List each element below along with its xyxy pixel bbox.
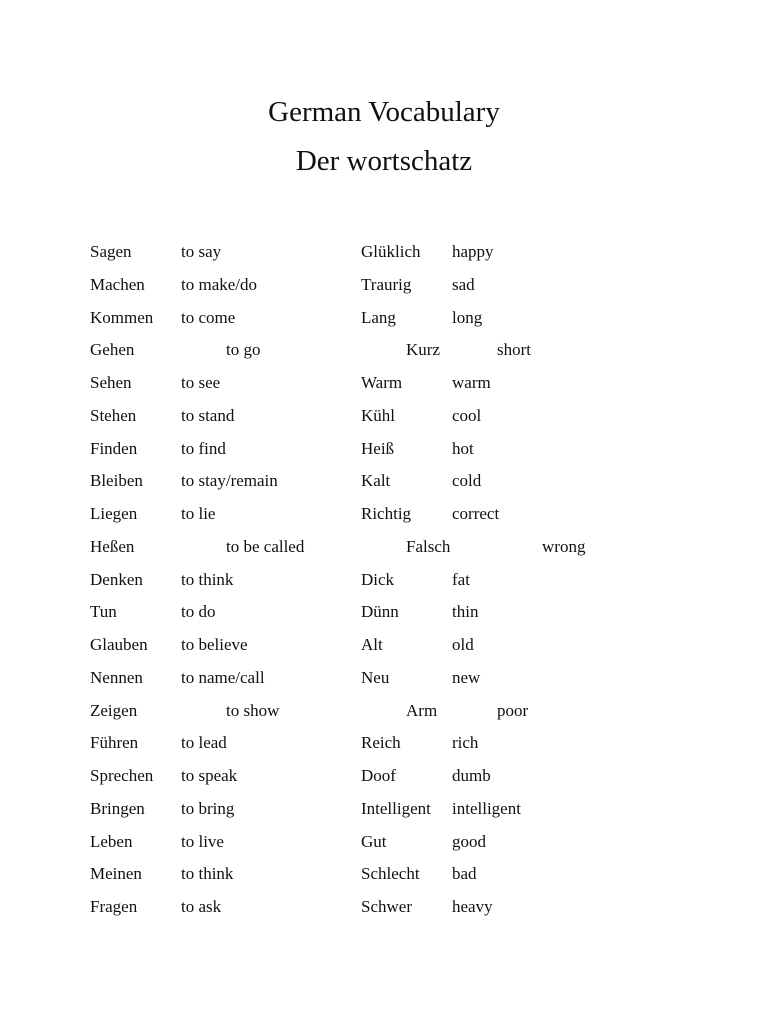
adjective-german: Schwer [361, 897, 412, 916]
adjective-german: Schlecht [361, 864, 420, 883]
adjective-english: good [452, 832, 486, 851]
verb-english: to lead [181, 733, 227, 752]
adjective-english: sad [452, 275, 475, 294]
adjective-german: Alt [361, 635, 383, 654]
verb-german: Machen [90, 275, 145, 294]
adjective-german: Dick [361, 570, 395, 589]
verb-german: Nennen [90, 668, 143, 687]
adjective-german: Kühl [361, 406, 395, 425]
adjective-german: Kurz [406, 340, 440, 359]
verb-english: to lie [181, 504, 216, 523]
verb-english: to make/do [181, 275, 258, 294]
verb-german: Fragen [90, 897, 138, 916]
verb-english: to live [181, 832, 224, 851]
verb-german: Sprechen [90, 766, 154, 785]
adjective-german: Warm [361, 373, 403, 392]
adjective-english: hot [452, 439, 474, 458]
adjective-german: Arm [406, 701, 438, 720]
adjective-english: thin [452, 602, 479, 621]
adjective-english: old [452, 635, 474, 654]
verb-german: Gehen [90, 340, 135, 359]
adjective-german: Kalt [361, 471, 391, 490]
adjective-german: Glüklich [361, 242, 421, 261]
verb-english: to come [181, 308, 236, 327]
verb-german: Liegen [90, 504, 138, 523]
verb-german: Sehen [90, 373, 132, 392]
verb-german: Glauben [90, 635, 148, 654]
verb-german: Sagen [90, 242, 132, 261]
verb-english: to think [181, 864, 234, 883]
adjective-english: new [452, 668, 481, 687]
page-subtitle: Der wortschatz [295, 145, 473, 177]
verb-english: to do [181, 602, 216, 621]
verb-english: to name/call [181, 668, 265, 687]
adjective-german: Neu [361, 668, 390, 687]
verb-english: to find [181, 439, 226, 458]
adjective-german: Lang [361, 308, 396, 327]
adjective-german: Intelligent [361, 799, 431, 818]
adjective-english: fat [452, 570, 470, 589]
verb-german: Finden [90, 439, 138, 458]
verb-english: to be called [226, 537, 305, 556]
page-title: German Vocabulary [268, 96, 500, 128]
verb-english: to believe [181, 635, 248, 654]
verb-german: Bringen [90, 799, 145, 818]
adjective-english: happy [452, 242, 494, 261]
adjective-german: Traurig [361, 275, 412, 294]
verb-german: Leben [90, 832, 133, 851]
adjective-german: Richtig [361, 504, 412, 523]
verb-english: to speak [181, 766, 238, 785]
adjective-english: cold [452, 471, 482, 490]
verb-german: Führen [90, 733, 139, 752]
verb-english: to say [181, 242, 222, 261]
adjective-english: short [497, 340, 531, 359]
adjective-english: correct [452, 504, 500, 523]
adjective-english: bad [452, 864, 477, 883]
verb-german: Stehen [90, 406, 137, 425]
verb-german: Kommen [90, 308, 154, 327]
verb-english: to stand [181, 406, 235, 425]
adjective-english: poor [497, 701, 529, 720]
verb-english: to stay/remain [181, 471, 278, 490]
adjective-english: warm [452, 373, 491, 392]
adjective-german: Falsch [406, 537, 451, 556]
verb-german: Zeigen [90, 701, 138, 720]
verb-english: to think [181, 570, 234, 589]
adjective-german: Reich [361, 733, 401, 752]
adjective-english: heavy [452, 897, 493, 916]
verb-german: Denken [90, 570, 143, 589]
adjective-english: rich [452, 733, 479, 752]
adjective-english: intelligent [452, 799, 521, 818]
verb-german: Meinen [90, 864, 142, 883]
adjective-german: Gut [361, 832, 387, 851]
verb-german: Tun [90, 602, 117, 621]
adjective-english: wrong [542, 537, 586, 556]
adjective-german: Heiß [361, 439, 395, 458]
verb-english: to bring [181, 799, 235, 818]
verb-english: to go [226, 340, 261, 359]
verb-english: to see [181, 373, 221, 392]
verb-english: to ask [181, 897, 222, 916]
adjective-german: Doof [361, 766, 396, 785]
verb-english: to show [226, 701, 280, 720]
verb-german: Bleiben [90, 471, 143, 490]
adjective-english: dumb [452, 766, 491, 785]
adjective-english: long [452, 308, 483, 327]
adjective-german: Dünn [361, 602, 399, 621]
verb-german: Heßen [90, 537, 135, 556]
adjective-english: cool [452, 406, 482, 425]
